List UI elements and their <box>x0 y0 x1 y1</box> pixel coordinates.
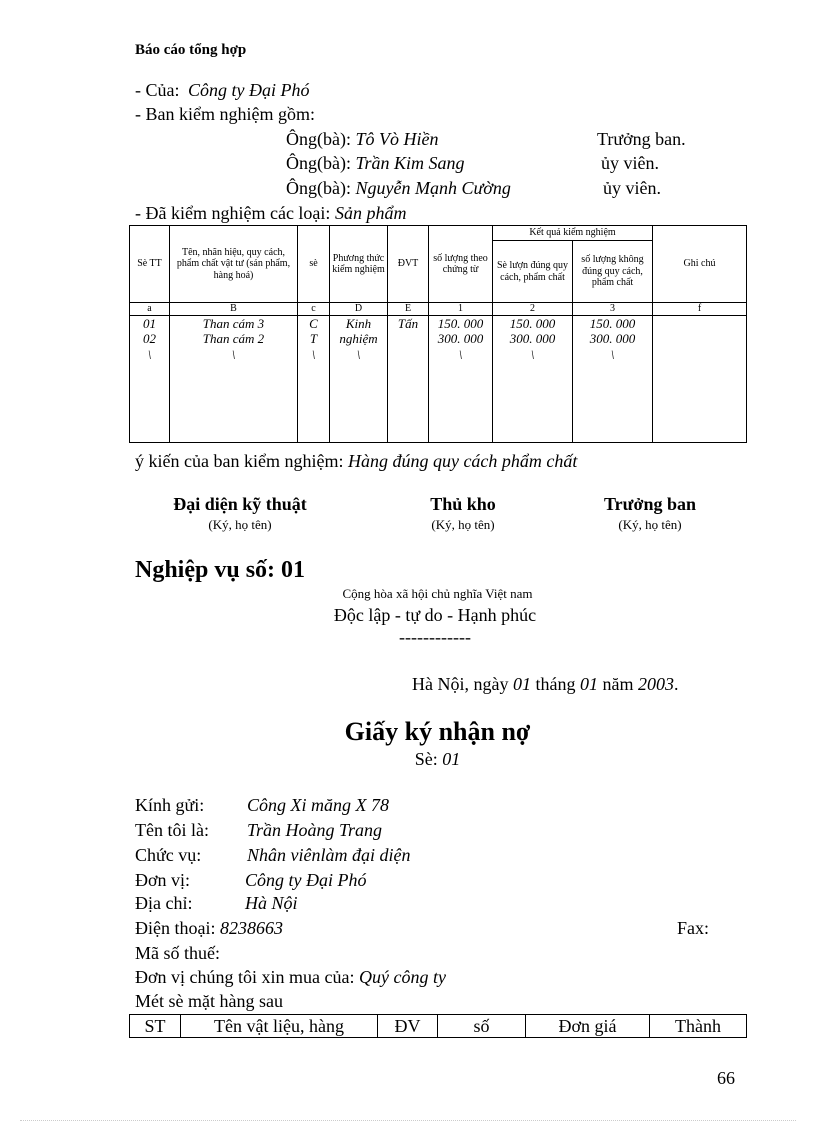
report-title: Báo cáo tổng hợp <box>135 42 247 58</box>
cell-value: \ <box>458 346 463 362</box>
tested-value: Sản phẩm <box>334 203 407 223</box>
h-qty: số lượng theo chứng từ <box>429 226 493 303</box>
cell-value: Than cám 3 <box>202 315 265 331</box>
field-value: Hà Nội <box>245 893 298 913</box>
field-label: Địa chỉ: <box>135 893 193 913</box>
cell-value: 300. 000 <box>509 331 556 347</box>
col-label: D <box>330 303 388 316</box>
buy-label: Đơn vị chúng tôi xin mua của: <box>135 967 355 987</box>
member-prefix: Ông(bà): <box>286 129 351 149</box>
field-unit <box>135 870 367 891</box>
cell-method <box>330 315 388 442</box>
items-table <box>129 1014 747 1038</box>
cell-value: \ <box>231 346 236 362</box>
member-role: Trưởng ban. <box>597 129 686 149</box>
board-label: - Ban kiểm nghiệm gồm: <box>135 104 315 124</box>
col-header: ĐV <box>378 1015 438 1038</box>
date-end: . <box>673 674 679 694</box>
cell-value: 300. 000 <box>589 331 636 347</box>
signature-tech <box>140 494 340 533</box>
field-value: Công Xi măng X 78 <box>247 795 389 815</box>
h-method: Phương thức kiểm nghiệm <box>330 226 388 303</box>
col-header: Tên vật liệu, hàng <box>181 1015 378 1038</box>
member-name: Tô Vò Hiền <box>355 129 439 149</box>
of-value: Công ty Đại Phó <box>188 80 310 100</box>
date-month: 01 <box>579 674 598 694</box>
member-1 <box>286 129 438 150</box>
date-line <box>412 674 678 695</box>
cell-stt <box>130 315 170 442</box>
col-header: Đơn giá <box>526 1015 650 1038</box>
cell-name <box>170 315 298 442</box>
cell-value: 150. 000 <box>437 315 484 331</box>
field-label: Tên tôi là: <box>135 820 209 840</box>
member-name: Trần Kim Sang <box>355 153 465 173</box>
field-position <box>135 845 410 866</box>
operation-heading: Nghiệp vụ số: 01 <box>135 557 306 583</box>
cell-value: \ <box>610 346 615 362</box>
tested-label: - Đã kiểm nghiệm các loại: <box>135 203 331 223</box>
member-2 <box>286 153 465 174</box>
cell-value: 01 <box>143 315 156 331</box>
col-label: 3 <box>573 303 653 316</box>
member-prefix: Ông(bà): <box>286 153 351 173</box>
cell-value: 150. 000 <box>589 315 636 331</box>
field-label: Chức vụ: <box>135 845 202 865</box>
date-month-label: tháng <box>535 674 576 694</box>
page-number: 66 <box>717 1068 735 1088</box>
republic-line: Cộng hòa xã hội chủ nghĩa Việt nam <box>342 586 533 601</box>
signature-title: Trưởng ban <box>604 494 696 514</box>
field-name <box>135 820 382 841</box>
col-header: số <box>438 1015 526 1038</box>
fax-label: Fax: <box>677 918 710 938</box>
h-name: Tên, nhãn hiệu, quy cách, phẩm chất vật tư (sản phẩm, hàng hoá) <box>170 226 298 303</box>
tested-line <box>135 203 406 224</box>
signature-head <box>570 494 730 533</box>
h-unit: ĐVT <box>388 226 429 303</box>
document-title: Giấy ký nhận nợ <box>344 717 531 746</box>
buy-line <box>135 967 446 988</box>
date-year: 2003 <box>637 674 674 694</box>
cell-value: \ <box>530 346 535 362</box>
number-value: 01 <box>442 749 461 769</box>
number-label: Sè: <box>414 749 438 769</box>
cell-value: T <box>309 331 318 347</box>
signature-sub: (Ký, họ tên) <box>208 517 272 532</box>
col-label: f <box>653 303 747 316</box>
col-label: 2 <box>493 303 573 316</box>
cell-value: \ <box>356 346 361 362</box>
document-number <box>0 749 816 770</box>
signature-sub: (Ký, họ tên) <box>431 517 495 532</box>
signature-storekeeper <box>383 494 543 533</box>
opinion-value: Hàng đúng quy cách phẩm chất <box>347 451 578 471</box>
buy-value: Quý công ty <box>358 967 446 987</box>
cell-value: 150. 000 <box>509 315 556 331</box>
col-header: Thành <box>650 1015 747 1038</box>
cell-value: Tấn <box>397 315 419 331</box>
signature-title: Đại diện kỹ thuật <box>173 494 307 514</box>
cell-value: 02 <box>143 331 156 347</box>
cell-value: nghiệm <box>339 331 378 347</box>
h-se: sè <box>298 226 330 303</box>
opinion-label: ý kiến của ban kiểm nghiệm: <box>135 451 344 471</box>
h-stt: Sè TT <box>130 226 170 303</box>
signature-title: Thủ kho <box>430 494 496 514</box>
motto-line: Độc lập - tự do - Hạnh phúc <box>333 605 537 625</box>
field-value: Nhân viênlàm đại diện <box>247 845 411 865</box>
col-label: B <box>170 303 298 316</box>
field-value: Trần Hoàng Trang <box>247 820 383 840</box>
member-role: ủy viên. <box>603 178 661 198</box>
field-address <box>135 893 298 914</box>
of-line <box>135 80 310 101</box>
cell-ok <box>493 315 573 442</box>
cell-value: 300. 000 <box>437 331 484 347</box>
tax-label: Mã số thuế: <box>135 943 220 963</box>
signature-sub: (Ký, họ tên) <box>618 517 682 532</box>
field-label: Điện thoại: <box>135 918 216 938</box>
field-value: 8238663 <box>219 918 283 938</box>
cell-qty <box>429 315 493 442</box>
date-year-label: năm <box>602 674 634 694</box>
opinion-line <box>135 451 577 472</box>
cell-unit <box>388 315 429 442</box>
h-note: Ghi chú <box>653 226 747 303</box>
cell-se <box>298 315 330 442</box>
col-label: 1 <box>429 303 493 316</box>
cell-value: Kinh <box>345 315 372 331</box>
col-label: E <box>388 303 429 316</box>
cell-value: \ <box>147 346 152 362</box>
field-label: Kính gửi: <box>135 795 205 815</box>
h-ok: Sè lượn đúng quy cách, phẩm chất <box>493 241 573 303</box>
h-notok: số lượng không đúng quy cách, phẩm chất <box>573 241 653 303</box>
cell-notok <box>573 315 653 442</box>
field-label: Đơn vị: <box>135 870 191 890</box>
cell-value: \ <box>311 346 316 362</box>
col-header: ST <box>130 1015 181 1038</box>
cell-note <box>653 315 747 442</box>
field-phone <box>135 918 283 939</box>
cell-value: Than cám 2 <box>202 331 265 347</box>
date-prefix: Hà Nội, ngày <box>412 674 509 694</box>
items-label: Mét sè mặt hàng sau <box>135 991 283 1011</box>
member-3 <box>286 178 511 199</box>
col-label: a <box>130 303 170 316</box>
inspection-table <box>129 225 747 443</box>
date-day: 01 <box>512 674 531 694</box>
motto-divider: ------------ <box>399 627 471 647</box>
h-result: Kết quả kiểm nghiệm <box>493 226 653 241</box>
of-label: - Của: <box>135 80 180 100</box>
member-name: Nguyễn Mạnh Cường <box>355 178 511 198</box>
field-recipient <box>135 795 389 816</box>
member-role: ủy viên. <box>601 153 659 173</box>
page-bottom-divider <box>20 1120 796 1121</box>
cell-value: C <box>309 315 318 331</box>
col-label: c <box>298 303 330 316</box>
member-prefix: Ông(bà): <box>286 178 351 198</box>
field-value: Công ty Đại Phó <box>245 870 367 890</box>
